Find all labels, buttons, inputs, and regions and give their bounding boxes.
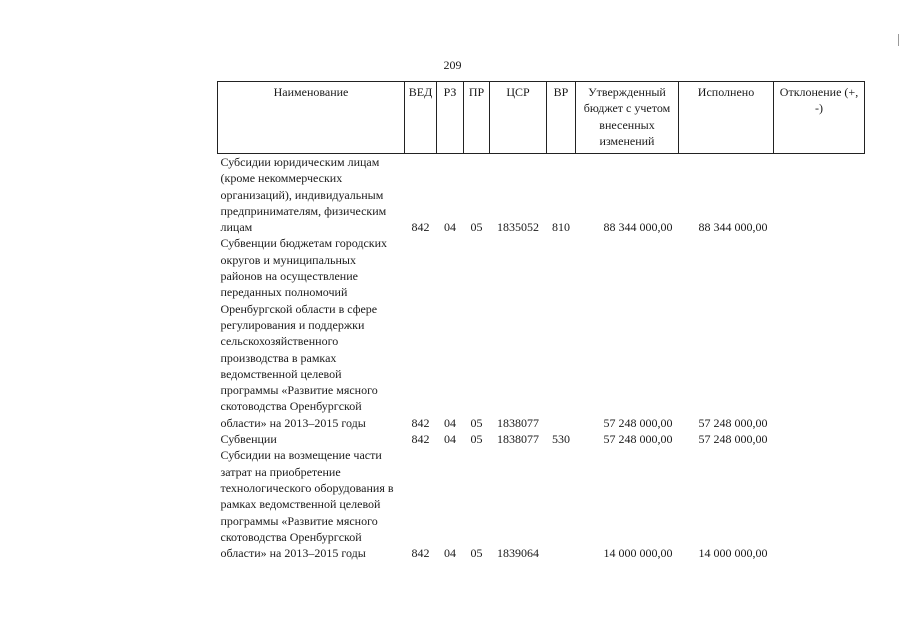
row-deviation [774,235,865,431]
row-rz: 04 [444,546,456,561]
table-row [218,235,865,431]
row-name: Субсидии на возмещение части затрат на приобретение технологического оборудования в рамках ведомственной целевой программы «Развитие мясного скотоводства Оренбургской области» на 2013–2015 годы [220,448,394,561]
row-ved: 842 [411,220,430,235]
row-pr: 05 [470,220,483,235]
row-approved: 14 000 000,00 [603,546,673,561]
header-csr: ЦСР [490,82,547,154]
row-rz: 04 [444,432,456,447]
row-vr [547,447,576,561]
table-row [218,154,865,236]
row-pr: 05 [470,432,483,447]
row-ved: 842 [411,546,430,561]
row-name: Субвенции [220,432,277,447]
row-vr [547,235,576,431]
header-executed: Исполнено [679,82,774,154]
row-csr: 1839064 [497,546,539,561]
row-deviation [774,431,865,447]
table-row [218,431,865,447]
row-vr: 810 [552,220,570,235]
row-csr: 1838077 [497,432,539,447]
row-executed: 14 000 000,00 [698,546,768,561]
page-number: 209 [443,58,462,72]
row-csr: 1835052 [497,220,539,235]
row-deviation [774,447,865,561]
row-ved: 842 [411,432,430,447]
table-row [218,447,865,561]
row-name: Субвенции бюджетам городских округов и муниципальных районов на осуществление переданных полномочий Оренбургской области в сфере регулирования и поддержки сельскохозяйственного производства в рамках ведомственной целевой программы «Развитие мясного скотоводства Оренбургской области» на 2013–2015 годы [220,236,388,430]
row-approved: 57 248 000,00 [603,415,673,430]
row-ved: 842 [411,415,430,430]
header-pr: ПР [464,82,490,154]
row-name: Субсидии юридическим лицам (кроме некоммерческих организаций), индивидуальным предпринимателям, физическим лицам [220,155,387,235]
header-approved-budget: Утвержденный бюджет с учетом внесенных изменений [576,82,679,154]
table-header-row [218,82,865,154]
row-executed: 57 248 000,00 [698,432,768,447]
row-vr: 530 [552,432,570,447]
row-rz: 04 [444,415,456,430]
header-deviation: Отклонение (+, -) [774,82,865,154]
row-approved: 57 248 000,00 [603,432,673,447]
scan-edge-mark [898,34,899,46]
header-vr: ВР [547,82,576,154]
row-pr: 05 [470,415,483,430]
row-csr: 1838077 [497,415,539,430]
row-deviation [774,154,865,236]
row-executed: 88 344 000,00 [698,220,768,235]
row-rz: 04 [444,220,456,235]
row-executed: 57 248 000,00 [698,415,768,430]
header-rz: РЗ [437,82,464,154]
budget-table [217,81,865,561]
header-ved: ВЕД [405,82,437,154]
header-name: Наименование [218,82,405,154]
row-approved: 88 344 000,00 [603,220,673,235]
row-pr: 05 [470,546,483,561]
